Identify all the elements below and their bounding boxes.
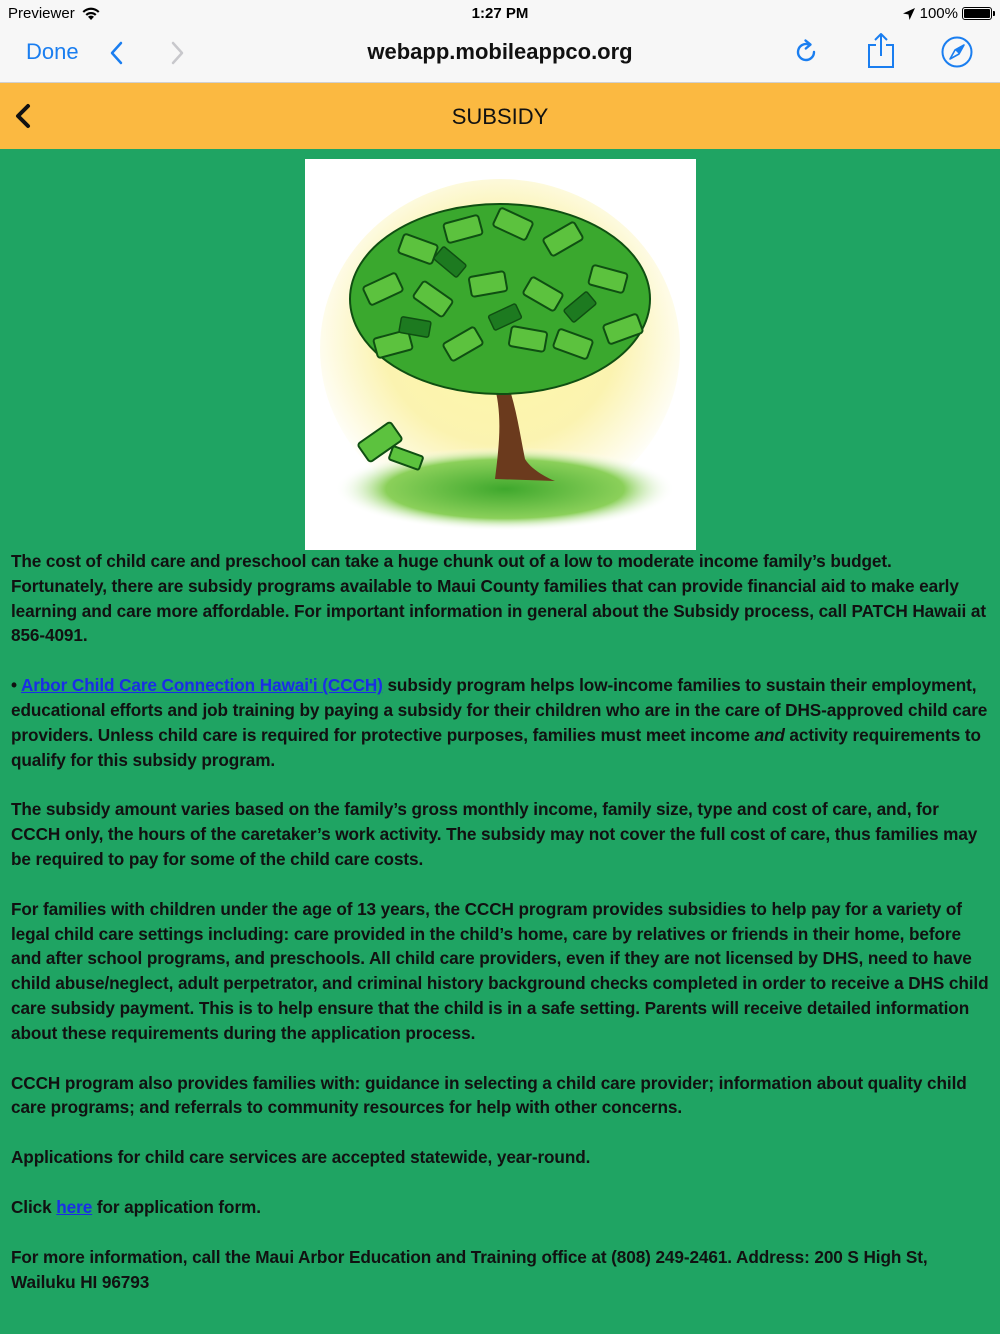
url-bar <box>0 39 1000 65</box>
application-form-paragraph <box>11 1195 991 1220</box>
ccch-paragraph <box>11 673 991 772</box>
battery-icon <box>962 7 992 20</box>
carrier-label: Previewer <box>8 5 75 22</box>
page-content <box>11 549 991 1319</box>
status-bar <box>0 0 1000 28</box>
chevron-right-icon[interactable] <box>164 38 190 68</box>
contact-paragraph: For more information, call the Maui Arbor Education and Training office at (808) 249-2461. Address: 200 S High St, Wailuku HI 96793 <box>11 1246 928 1292</box>
form-text: for application form. <box>92 1196 261 1217</box>
battery-percent: 100% <box>919 5 958 22</box>
bullet: • <box>11 675 21 696</box>
location-arrow-icon <box>902 7 916 21</box>
share-icon[interactable] <box>864 31 898 71</box>
status-right <box>902 5 992 22</box>
ccch-emphasis: and <box>754 724 785 745</box>
done-button[interactable]: Done <box>26 39 79 64</box>
ccch-text-a: subsidy program helps low-income families to sustain their employment, educational efforts and job training by paying a subsidy for their children who are in the care of DHS-approved child care providers. Unless child care is required for protective purposes, families must meet income <box>11 675 988 745</box>
eligibility-paragraph: For families with children under the age of 13 years, the CCCH program provides subsidies to help pay for a variety of legal child care settings including: care provided in the child’s home, care by relatives or friends in their home, before and after school programs, and preschools. All child care providers, even if they are not licensed by DHS, need to have child abuse/neglect, adult perpetrator, and criminal history background checks completed in order to receive a DHS child care subsidy payment. This is to help ensure that the child is in a safe setting. Parents will receive detailed information about these requirements during the application process. <box>11 898 989 1043</box>
click-text: Click <box>11 1196 57 1217</box>
compass-icon[interactable] <box>940 35 974 69</box>
page-title: SUBSIDY <box>451 104 549 129</box>
intro-paragraph: The cost of child care and preschool can take a huge chunk out of a low to moderate income family’s budget. Fortunately, there are subsidy programs available to Maui County families that can provide financial aid to make early learning and care more affordable. For important information in general about the Subsidy process, call PATCH Hawaii at 856-4091. <box>11 551 986 646</box>
applications-paragraph: Applications for child care services are accepted statewide, year-round. <box>11 1147 591 1168</box>
reload-icon[interactable] <box>790 36 822 68</box>
url-text[interactable]: webapp.mobileappco.org <box>367 39 633 64</box>
ccch-link[interactable]: Arbor Child Care Connection Hawai'i (CCCH) <box>20 675 383 696</box>
subsidy-amount-paragraph: The subsidy amount varies based on the family’s gross monthly income, family size, type and cost of care, and, for CCCH only, the hours of the caretaker’s work activity. The subsidy may not cover the full cost of care, thus families may be required to pay for some of the child care costs. <box>11 799 978 869</box>
money-tree-illustration <box>305 159 696 550</box>
browser-toolbar <box>0 28 1000 83</box>
ccch-text-b: activity requirements to qualify for this subsidy program. <box>11 724 981 770</box>
chevron-left-icon[interactable] <box>104 38 130 68</box>
app-header <box>0 83 1000 149</box>
application-form-link[interactable]: here <box>56 1196 93 1217</box>
money-tree-image <box>305 159 696 550</box>
services-paragraph: CCCH program also provides families with: guidance in selecting a child care provider; information about quality child care programs; and referrals to community resources for help with other concerns. <box>11 1072 967 1118</box>
status-time: 1:27 PM <box>471 5 529 22</box>
